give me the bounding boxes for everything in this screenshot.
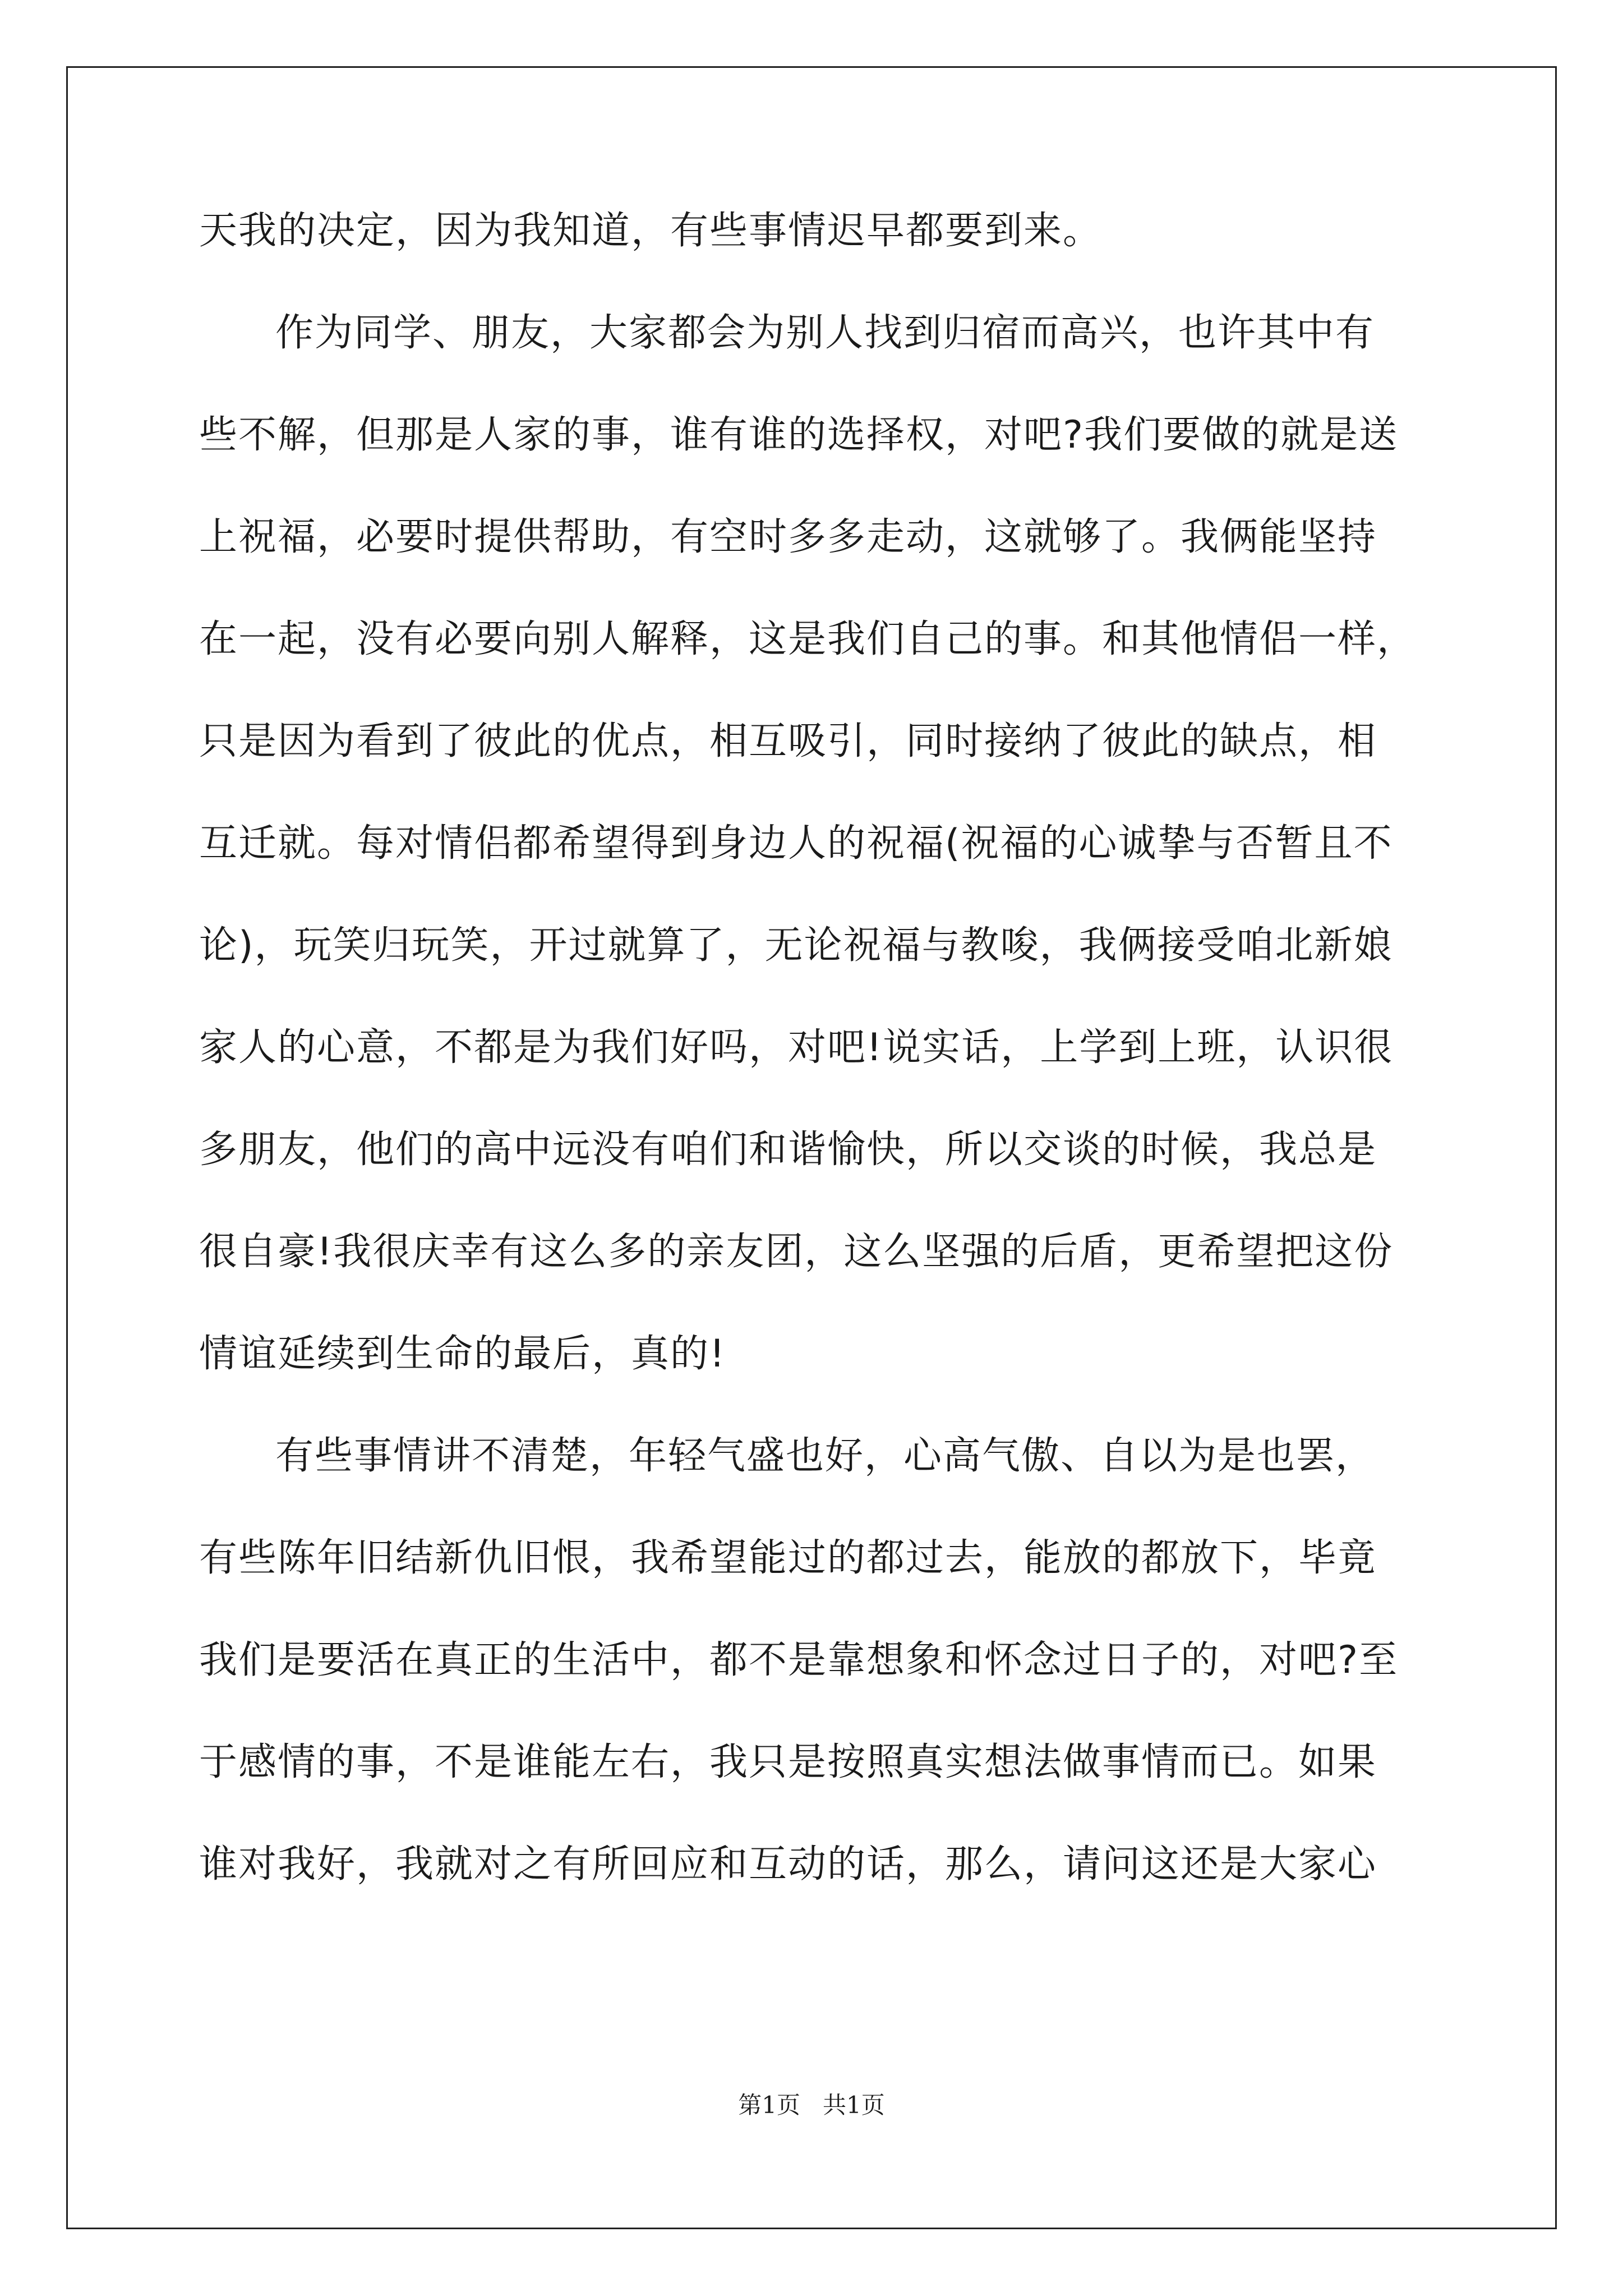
text-line: 情谊延续到生命的最后，真的! <box>199 1332 726 1376</box>
text-line: 谁对我好，我就对之有所回应和互动的话，那么，请问这还是大家心 <box>199 1842 1377 1887</box>
text-line: 我们是要活在真正的生活中，都不是靠想象和怀念过日子的，对吧?至 <box>199 1638 1399 1682</box>
text-line: 在一起，没有必要向别人解释，这是我们自己的事。和其他情侣一样， <box>199 617 1417 661</box>
text-line: 只是因为看到了彼此的优点，相互吸引，同时接纳了彼此的缺点，相 <box>199 719 1377 763</box>
text-line: 作为同学、朋友，大家都会为别人找到归宿而高兴，也许其中有 <box>275 311 1375 355</box>
text-line: 很自豪!我很庆幸有这么多的亲友团，这么坚强的后盾，更希望把这份 <box>199 1230 1394 1274</box>
page-number-footer: 第1页 共1页 <box>738 2091 885 2119</box>
text-line: 天我的决定，因为我知道，有些事情迟早都要到来。 <box>199 209 1103 253</box>
text-line: 上祝福，必要时提供帮助，有空时多多走动，这就够了。我俩能坚持 <box>199 515 1377 559</box>
text-line: 家人的心意，不都是为我们好吗，对吧!说实话，上学到上班，认识很 <box>199 1025 1394 1070</box>
text-line: 有些事情讲不清楚，年轻气盛也好，心高气傲、自以为是也罢， <box>275 1434 1375 1478</box>
document-body <box>199 208 1450 1888</box>
text-line: 论)，玩笑归玩笑，开过就算了，无论祝福与教唆，我俩接受咱北新娘 <box>199 923 1393 968</box>
text-line: 于感情的事，不是谁能左右，我只是按照真实想法做事情而已。如果 <box>199 1740 1377 1784</box>
text-line: 有些陈年旧结新仇旧恨，我希望能过的都过去，能放的都放下，毕竟 <box>199 1536 1377 1580</box>
text-line: 多朋友，他们的高中远没有咱们和谐愉快，所以交谈的时候，我总是 <box>199 1128 1377 1172</box>
text-line: 些不解，但那是人家的事，谁有谁的选择权，对吧?我们要做的就是送 <box>199 413 1399 457</box>
text-line: 互迁就。每对情侣都希望得到身边人的祝福(祝福的心诚挚与否暂且不 <box>199 821 1393 866</box>
